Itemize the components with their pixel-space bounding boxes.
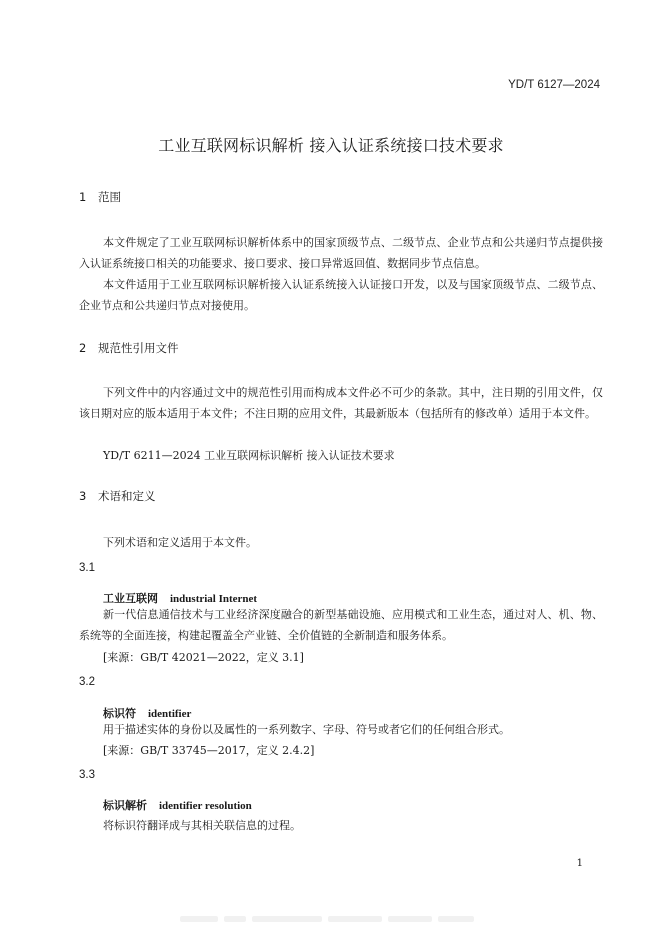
term-en: identifier (148, 708, 192, 720)
section-heading-3 (79, 488, 156, 504)
section-number: 3 (79, 489, 87, 503)
section-title: 规范性引用文件 (98, 341, 179, 355)
term-number: 3.2 (79, 676, 95, 688)
term-source: [来源：GB/T 42021—2022，定义 3.1] (103, 651, 304, 664)
paragraph: 本文件规定了工业互联网标识解析体系中的国家顶级节点、二级节点、企业节点和公共递归节点提供接入认证系统接口相关的功能要求、接口要求、接口异常返回值、数据同步节点信息。 (79, 236, 603, 270)
normative-reference: YD/T 6211—2024 工业互联网标识解析 接入认证技术要求 (103, 449, 395, 462)
paragraph: 下列文件中的内容通过文中的规范性引用而构成本文件必不可少的条款。其中，注日期的引用文件，仅该日期对应的版本适用于本文件；不注日期的应用文件，其最新版本（包括所有的修改单）适用于本文件。 (79, 386, 603, 420)
term-definition: 将标识符翻译成与其相关联信息的过程。 (103, 819, 301, 832)
section-heading-2 (79, 340, 179, 356)
term-en: industrial Internet (170, 593, 258, 605)
standard-number: YD/T 6127—2024 (508, 79, 600, 91)
section-number: 1 (79, 190, 87, 204)
document-title: 工业互联网标识解析 接入认证系统接口技术要求 (158, 136, 504, 155)
section-title: 术语和定义 (98, 489, 156, 503)
section-heading-1 (79, 189, 121, 205)
term-en: identifier resolution (159, 800, 252, 812)
section-number: 2 (79, 341, 87, 355)
term-zh: 工业互联网 (103, 592, 158, 605)
section-title: 范围 (98, 190, 121, 204)
faint-watermark (180, 907, 480, 919)
paragraph: 本文件适用于工业互联网标识解析接入认证系统接入认证接口开发，以及与国家顶级节点、二级节点、企业节点和公共递归节点对接使用。 (79, 278, 603, 312)
term-zh: 标识解析 (103, 799, 147, 812)
term-source: [来源：GB/T 33745—2017，定义 2.4.2] (103, 744, 315, 757)
terms-intro: 下列术语和定义适用于本文件。 (103, 536, 257, 549)
term-number: 3.1 (79, 562, 95, 574)
page-number: 1 (576, 858, 583, 869)
term-definition: 用于描述实体的身份以及属性的一系列数字、字母、符号或者它们的任何组合形式。 (103, 723, 510, 736)
term-entry (103, 797, 252, 813)
term-zh: 标识符 (103, 707, 136, 720)
term-number: 3.3 (79, 769, 95, 781)
term-definition: 新一代信息通信技术与工业经济深度融合的新型基础设施、应用模式和工业生态，通过对人、机、物、系统等的全面连接，构建起覆盖全产业链、全价值链的全新制造和服务体系。 (79, 608, 603, 642)
